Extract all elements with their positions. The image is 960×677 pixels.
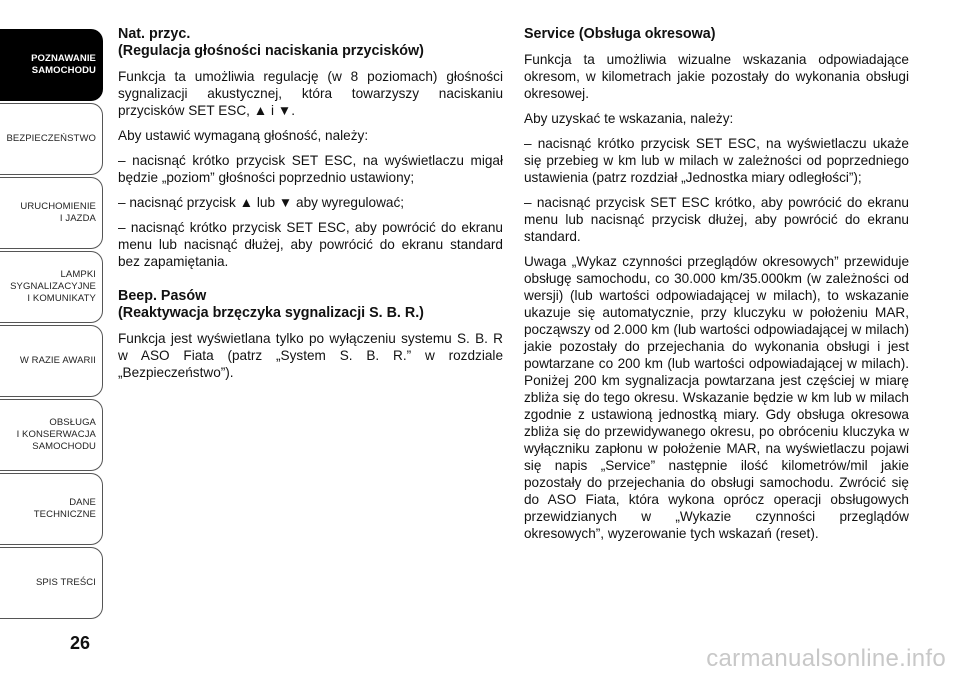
tab-label: W RAZIE AWARII <box>19 355 96 366</box>
tab-lampki-sygnalizacyjne[interactable] <box>0 251 103 323</box>
tab-dane-techniczne[interactable] <box>0 473 103 545</box>
tab-spis-tresci[interactable] <box>0 547 103 619</box>
tab-poznawanie-samochodu[interactable] <box>0 29 103 101</box>
paragraph: Funkcja ta umożliwia regulację (w 8 poziomach) głośności sygnalizacji akustycznej, która towarzyszy naciskaniu przycisków SET ESC, ▲ i ▼. <box>118 69 503 118</box>
tab-w-razie-awarii[interactable] <box>0 325 103 397</box>
section-title-volume: Nat. przyc. <box>118 26 191 42</box>
watermark: carmanualsonline.info <box>706 645 946 672</box>
tab-label: LAMPKI SYGNALIZACYJNE I KOMUNIKATY <box>10 269 96 304</box>
tab-label: OBSŁUGA I KONSERWACJA SAMOCHODU <box>16 417 96 452</box>
section-title-service: Service (Obsługa okresowa) <box>524 26 716 42</box>
section-subtitle-beep: (Reaktywacja brzęczyka sygnalizacji S. B. R.) <box>118 305 424 321</box>
right-column <box>524 26 909 542</box>
paragraph: Aby ustawić wymaganą głośność, należy: <box>118 128 369 143</box>
paragraph: – nacisnąć krótko przycisk SET ESC, na wyświetlaczu ukaże się przebieg w km lub w milach w zależności od poprzedniego ustawienia (patrz rozdział „Jednostka miary odległości”); <box>524 136 909 185</box>
paragraph: Uwaga „Wykaz czynności przeglądów okresowych” przewiduje obsługę samochodu, co 30.000 km/35.000km (w zależności od wersji) (lub wartości odpowiadającej w milach), to wskazanie ukazuje się automatycznie, przy kluczyku w położeniu MAR, począwszy od 2.000 km (lub wartości odpowiadającej w milach) jakie pozostały do przejechania do wykonania obsługi i jest powtarzane co 200 km (lub wartości odpowiadającej w milach). Poniżej 200 km sygnalizacja powtarzana jest częściej w miarę zbliża się do tego okresu. Wskazanie będzie w km lub w milach zgodnie z ustawioną jednostką miary. Gdy obsługa okresowa zbliża się do przewidywanego okresu, po obróceniu kluczyka w wyłączniku zapłonu w położenie MAR, na wyświetlaczu pojawi się napis „Service” następnie ilość kilometrów/mil jakie pozostały do przejechania do obsługi samochodu. Zwrócić się do ASO Fiata, która wykona oprócz operacji obsługowych przewidzianych w „Wykazie czynności przeglądów okresowych”, wyzerowanie tych wskazań (reset). <box>524 254 909 541</box>
tab-obsluga-i-konserwacja[interactable] <box>0 399 103 471</box>
paragraph: – nacisnąć przycisk SET ESC krótko, aby powrócić do ekranu menu lub nacisnąć przycisk dłużej, aby powrócić do ekranu standard. <box>524 195 909 244</box>
section-title-beep: Beep. Pasów <box>118 288 207 304</box>
section-subtitle-volume: (Regulacja głośności naciskania przycisków) <box>118 43 424 59</box>
tab-label: BEZPIECZEŃSTWO <box>6 133 96 144</box>
tab-bezpieczenstwo[interactable] <box>0 103 103 175</box>
tab-label: SPIS TREŚCI <box>35 577 96 588</box>
tab-label: POZNAWANIE SAMOCHODU <box>31 53 96 76</box>
page-number: 26 <box>70 633 91 653</box>
tab-label: DANE TECHNICZNE <box>33 497 96 520</box>
left-column <box>118 26 503 389</box>
tab-uruchomienie-i-jazda[interactable] <box>0 177 103 249</box>
paragraph: – nacisnąć przycisk ▲ lub ▼ aby wyregulować; <box>118 195 405 210</box>
paragraph: Funkcja jest wyświetlana tylko po wyłączeniu systemu S. B. R w ASO Fiata (patrz „System S. B. R.” w rozdziale „Bezpieczeństwo”). <box>118 331 503 380</box>
paragraph: Funkcja ta umożliwia wizualne wskazania odpowiadające okresom, w kilometrach jakie pozostały do wykonania obsługi okresowej. <box>524 52 909 101</box>
paragraph: – nacisnąć krótko przycisk SET ESC, na wyświetlaczu migał będzie „poziom” głośności poprzednio ustawiony; <box>118 153 503 185</box>
paragraph: – nacisnąć krótko przycisk SET ESC, aby powrócić do ekranu menu lub nacisnąć dłużej, aby powrócić do ekranu standard bez zapamiętania. <box>118 220 503 269</box>
chapter-sidebar <box>0 0 103 677</box>
tab-label: URUCHOMIENIE I JAZDA <box>20 201 96 224</box>
paragraph: Aby uzyskać te wskazania, należy: <box>524 111 734 126</box>
